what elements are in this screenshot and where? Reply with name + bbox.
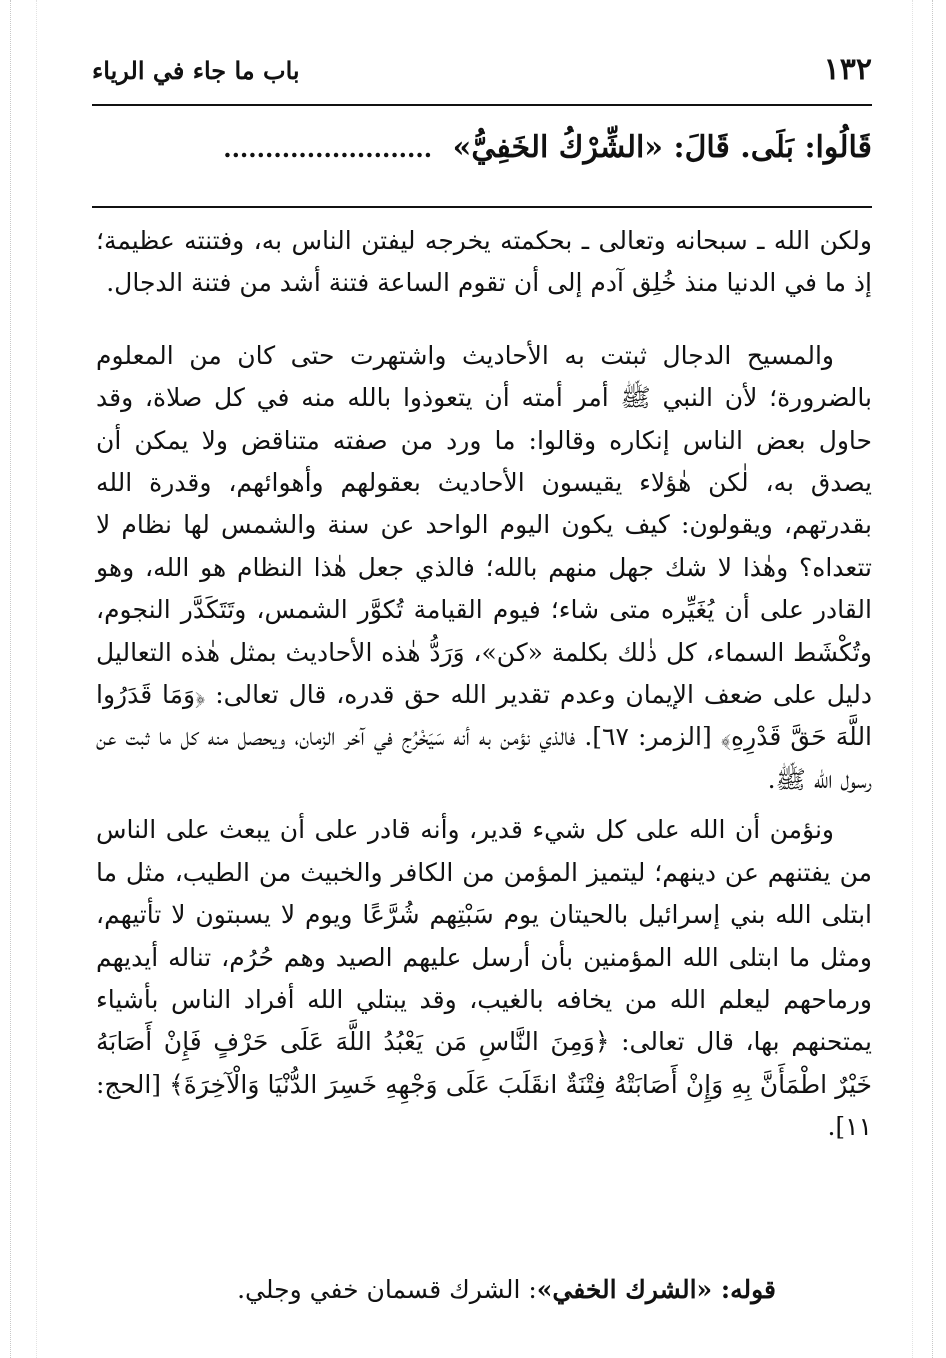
paragraph-1: ولكن الله ـ سبحانه وتعالى ـ بحكمته يخرجه ليفتن الناس به، وفتنته عظيمة؛ إذ ما في الدنيا منذ خُلِق آدم إلى أن تقوم الساعة فتنة أشد من فتنة الدجال. [96,226,872,298]
scan-edge-right [932,0,933,1358]
paragraph-2: والمسيح الدجال ثبتت به الأحاديث واشتهرت حتى كان من المعلوم بالضرورة؛ لأن النبي ﷺ أمر أمته أن يتعوذوا بالله منه في كل صلاة، وقد حاول بعض الناس إنكاره وقالوا: ما ورد من صفته متناقض ولا يمكن أن يصدق به، لٰكن هٰؤلاء يقيسون الأحاديث بعقولهم وأهوائهم، وقدرة الله بقدرتهم، ويقولون: كيف يكون اليوم الواحد عن سنة والشمس لها نظام لا تتعداه؟ وهٰذا لا شك جهل منهم بالله؛ فالذي جعل هٰذا النظام هو الله، وهو القادر على أن يُغَيِّره متى شاء؛ فيوم القيامة تُكوَّر الشمس، وتَتَكَدَّر النجوم، وتُكْشَط السماء، كل ذٰلك بكلمة «كن»، وَرَدُّ هٰذه الأحاديث بمثل هٰذه التعاليل دليل على ضعف الإيمان وعدم تقدير الله حق قدره، قال تعالى: ﴿وَمَا قَدَرُوا اللَّهَ حَقَّ قَدْرِهِ﴾ [الزمر: ٦٧]. فالذي نؤمن به أنه سَيَخْرُج في آخر الزمان، ويحصل منه كل ما ثبت عن رسول الله ﷺ. [96,340,873,794]
closing-line [96,1270,872,1310]
section-divider [92,206,872,208]
hadith-text: قَالُوا: بَلَى. قَالَ: «الشِّرْكُ الخَفِيُّ» [452,130,872,165]
closing-line-text: : الشرك قسمان خفي وجلي. [237,1275,537,1304]
scan-edge-left-inner [36,0,37,1358]
paragraph-3: ونؤمن أن الله على كل شيء قدير، وأنه قادر على أن يبعث على الناس من يفتنهم عن دينهم؛ ليتميز المؤمن من الكافر والخبيث من الطيب، مثل ما ابتلى الله بني إسرائيل بالحيتان يوم سَبْتِهم شُرَّعًا ويوم لا يسبتون لا تأتيهم، ومثل ما ابتلى الله المؤمنين بأن أرسل عليهم الصيد وهم حُرُم، تناله أيديهم ورماحهم ليعلم الله من يخافه بالغيب، وقد يبتلي الله أفراد الناس بأشياء يمتحنهم بها، قال تعالى: ﴿وَمِنَ النَّاسِ مَن يَعْبُدُ اللَّهَ عَلَى حَرْفٍ فَإِنْ أَصَابَهُ خَيْرٌ اطْمَأَنَّ بِهِ وَإِنْ أَصَابَتْهُ فِتْنَةٌ انقَلَبَ عَلَى وَجْهِهِ خَسِرَ الدُّنْيَا وَالْآخِرَةَ﴾ [الحج: ١١]. [96,815,872,1142]
paragraph-spacer [96,801,872,809]
paragraph-spacer [96,305,872,335]
commentary-body [96,220,872,1149]
header-divider [92,104,872,106]
scan-edge-right-inner [912,0,913,1358]
page-number: ١٣٢ [823,52,872,87]
running-title: باب ما جاء في الرياء [92,56,300,85]
hadith-excerpt [96,130,872,190]
scan-edge-left [10,0,11,1358]
closing-line-lead: قوله: «الشرك الخفي» [536,1275,776,1304]
page-header [92,52,872,96]
hadith-ellipsis: ......................... [223,134,433,163]
